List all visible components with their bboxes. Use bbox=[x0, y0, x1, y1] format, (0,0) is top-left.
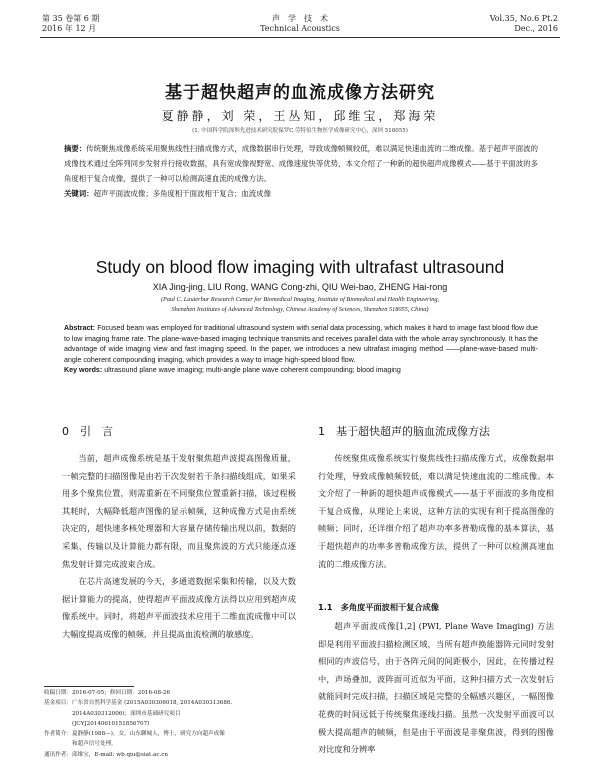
method-paragraph-1: 传统聚焦成像系统实行聚焦线性扫描成像方式，成像数据串行处理，导致成像帧频较低，难以满足快速血流的二维成像。本文介绍了一种新的超快超声成像模式——基于平面波的多角度相干复合成像，从理论上来说，这种方法的实现有利于提高图像的帧频；同时，还详细介绍了超声功率多普勒成像的基本算法，基于超快超声的功率多普勒成像方法，提供了一种可以检测高速血流的二维成像方法。 bbox=[318, 453, 554, 569]
abstract-en-block bbox=[64, 323, 538, 376]
left-column bbox=[62, 450, 296, 644]
right-column-bottom bbox=[318, 618, 554, 759]
keywords-cn-label: 关键词： bbox=[64, 189, 94, 198]
footnote-rule bbox=[44, 686, 134, 687]
keywords-cn bbox=[64, 186, 538, 201]
volume-issue-en: Vol.35, No.6 Pt.2 bbox=[489, 14, 558, 23]
footnote-fund-3: (JCYJ20140610151856707) bbox=[72, 720, 150, 727]
abstract-en-text: Focused beam was employed for traditional ultrasound system with serial data processing, which makes it hard to image fast blood flow due to low imaging frame rate. The plane-wave-based imaging technique transmits and receives parallel data with the whole array synchronously. It has the advantage of wide imaging view and fast imaging speed. In the paper, we introduces a new ultrafast imaging method ——plane-wave-based multi-angle coherent compounding imaging, which provides a way to image high-speed blood flow. bbox=[64, 324, 538, 364]
footnote-author-1: 作者简介：夏静静(1988—)，女，山东聊城人，博士，研究方向超声成像 bbox=[44, 731, 225, 738]
abstract-cn-block bbox=[64, 141, 538, 201]
journal-name-en: Technical Acoustics bbox=[260, 24, 340, 33]
abstract-en bbox=[64, 323, 538, 365]
abstract-cn-label: 摘要： bbox=[64, 144, 87, 153]
authors-cn: 夏静静，刘 荣，王丛知，邱维宝，郑海荣 bbox=[161, 109, 439, 123]
intro-paragraph-1: 当前，超声成像系统是基于发射聚焦超声波提高图像质量，一帧完整的扫描图像是由若干次发射若干条扫描线组成，如果采用多个聚焦位置，则需重新在不同聚焦位置重新扫描，该过程极其耗时，大幅降低超声图像的显示帧频，这种成像方式是由系统决定的，超快速多核处理器和大容量存储传输出现以前，数据的采集、传输以及计算能力都有限，而且聚焦波的方式只能逐点逐焦发射计算完成波束合成。 bbox=[62, 453, 296, 569]
header-center bbox=[220, 14, 380, 34]
intro-paragraph-2: 在芯片高速发展的今天，多通道数据采集和传输，以及大数据计算能力的提高，使得超声平面波成像方法得以应用到超声成像系统中。同时，将超声平面波技术应用于二维血流成像中可以大幅度提高成像的帧频，并且提高血流检测的敏感度。 bbox=[62, 576, 296, 639]
date-en: Dec., 2016 bbox=[514, 24, 558, 33]
header-rule bbox=[40, 37, 560, 38]
footnote-author-2: 和超声信号处理。 bbox=[72, 741, 117, 748]
abstract-cn bbox=[64, 141, 538, 186]
subsection-1-1-heading: 1.1 多角度平面波相干复合成像 bbox=[318, 602, 439, 612]
keywords-en bbox=[64, 365, 538, 376]
authors-en: XIA Jing-jing, LIU Rong, WANG Cong-zhi, QIU Wei-bao, ZHENG Hai-rong bbox=[152, 282, 448, 292]
affiliation-en-line2: Shenzhen Institutes of Advanced Technology, Chinese Academy of Sciences, Shenzhen 518055, China) bbox=[171, 306, 429, 313]
footnote bbox=[44, 688, 294, 760]
method-paragraph-2: 超声平面波成像[1,2] (PWI, Plane Wave Imaging) 方法即是利用平面波扫描检测区域，当所有超声换能器阵元同时发射相同的声波信号，由于各阵元间的间距极小，因此，在传播过程中，声场叠加，波阵面可近似为平面，这种扫描方式一次发射后就能同时完成扫描，扫描区域是完整的全幅感兴趣区，一幅图像花费的时间远低于传统聚焦逐线扫描。虽然一次发射平面波可以极大提高超声的帧频，但是由于平面波是非聚焦波，得到的图像对比度和分辨率 bbox=[318, 621, 554, 755]
abstract-cn-text: 传统聚焦成像系统采用聚焦线性扫描成像方式，成像数据串行处理，导致成像帧频较低，难以满足快速血流的二维成像。基于超声平面波的成像技术通过全阵列同步发射并行接收数据，具有宽成像视野宽、成像速度快等优势，本文介绍了一种新的超快超声成像模式——基于平面波的多角度相干复合成像，提供了一种可以检测高速血流的成像方法。 bbox=[64, 144, 538, 183]
volume-issue-cn: 第 35 卷第 6 期 bbox=[42, 14, 100, 23]
paper-title-cn: 基于超快超声的血流成像方法研究 bbox=[165, 83, 435, 103]
footnote-fund-1: 基金项目：广东省自然科学基金 (2015A030306018, 2014A030313686、 bbox=[44, 700, 237, 707]
abstract-en-label: Abstract: bbox=[64, 324, 96, 332]
right-column-top bbox=[318, 450, 554, 573]
paper-title-en: Study on blood flow imaging with ultrafast ultrasound bbox=[95, 257, 505, 277]
section-1-heading: 1 基于超快超声的脑血流成像方法 bbox=[318, 425, 490, 438]
date-cn: 2016 年 12 月 bbox=[42, 24, 97, 33]
journal-name-cn: 声 学 技 术 bbox=[272, 14, 328, 23]
section-0-heading: 0 引 言 bbox=[62, 425, 113, 438]
footnote-received: 收稿日期：2016-07-05；修回日期：2016-08-26 bbox=[44, 690, 171, 696]
footnote-contact: 通讯作者：邱维宝，E-mail: wb.qiu@siat.ac.cn bbox=[44, 751, 169, 758]
header-right bbox=[490, 14, 558, 34]
keywords-en-label: Key words: bbox=[64, 366, 103, 374]
keywords-cn-text: 超声平面波成像；多角度相干面波相干复合；血流成像 bbox=[93, 189, 271, 198]
header-left bbox=[42, 14, 99, 34]
affiliation-cn: (1. 中国科学院深圳先进技术研究院保罗C.劳特伯生物医学成像研究中心，深圳 518055) bbox=[192, 128, 408, 134]
keywords-en-text: ultrasound plane wave imaging; multi-angle plane wave coherent compounding; blood imaging bbox=[104, 366, 401, 374]
affiliation-en-line1: (Paul C. Lauterbur Research Center for Biomedical Imaging, Institute of Biomedical and Health Engineering, bbox=[160, 296, 440, 303]
footnote-fund-2: 2014A030312006)；深圳市基础研究项目 bbox=[72, 710, 181, 717]
